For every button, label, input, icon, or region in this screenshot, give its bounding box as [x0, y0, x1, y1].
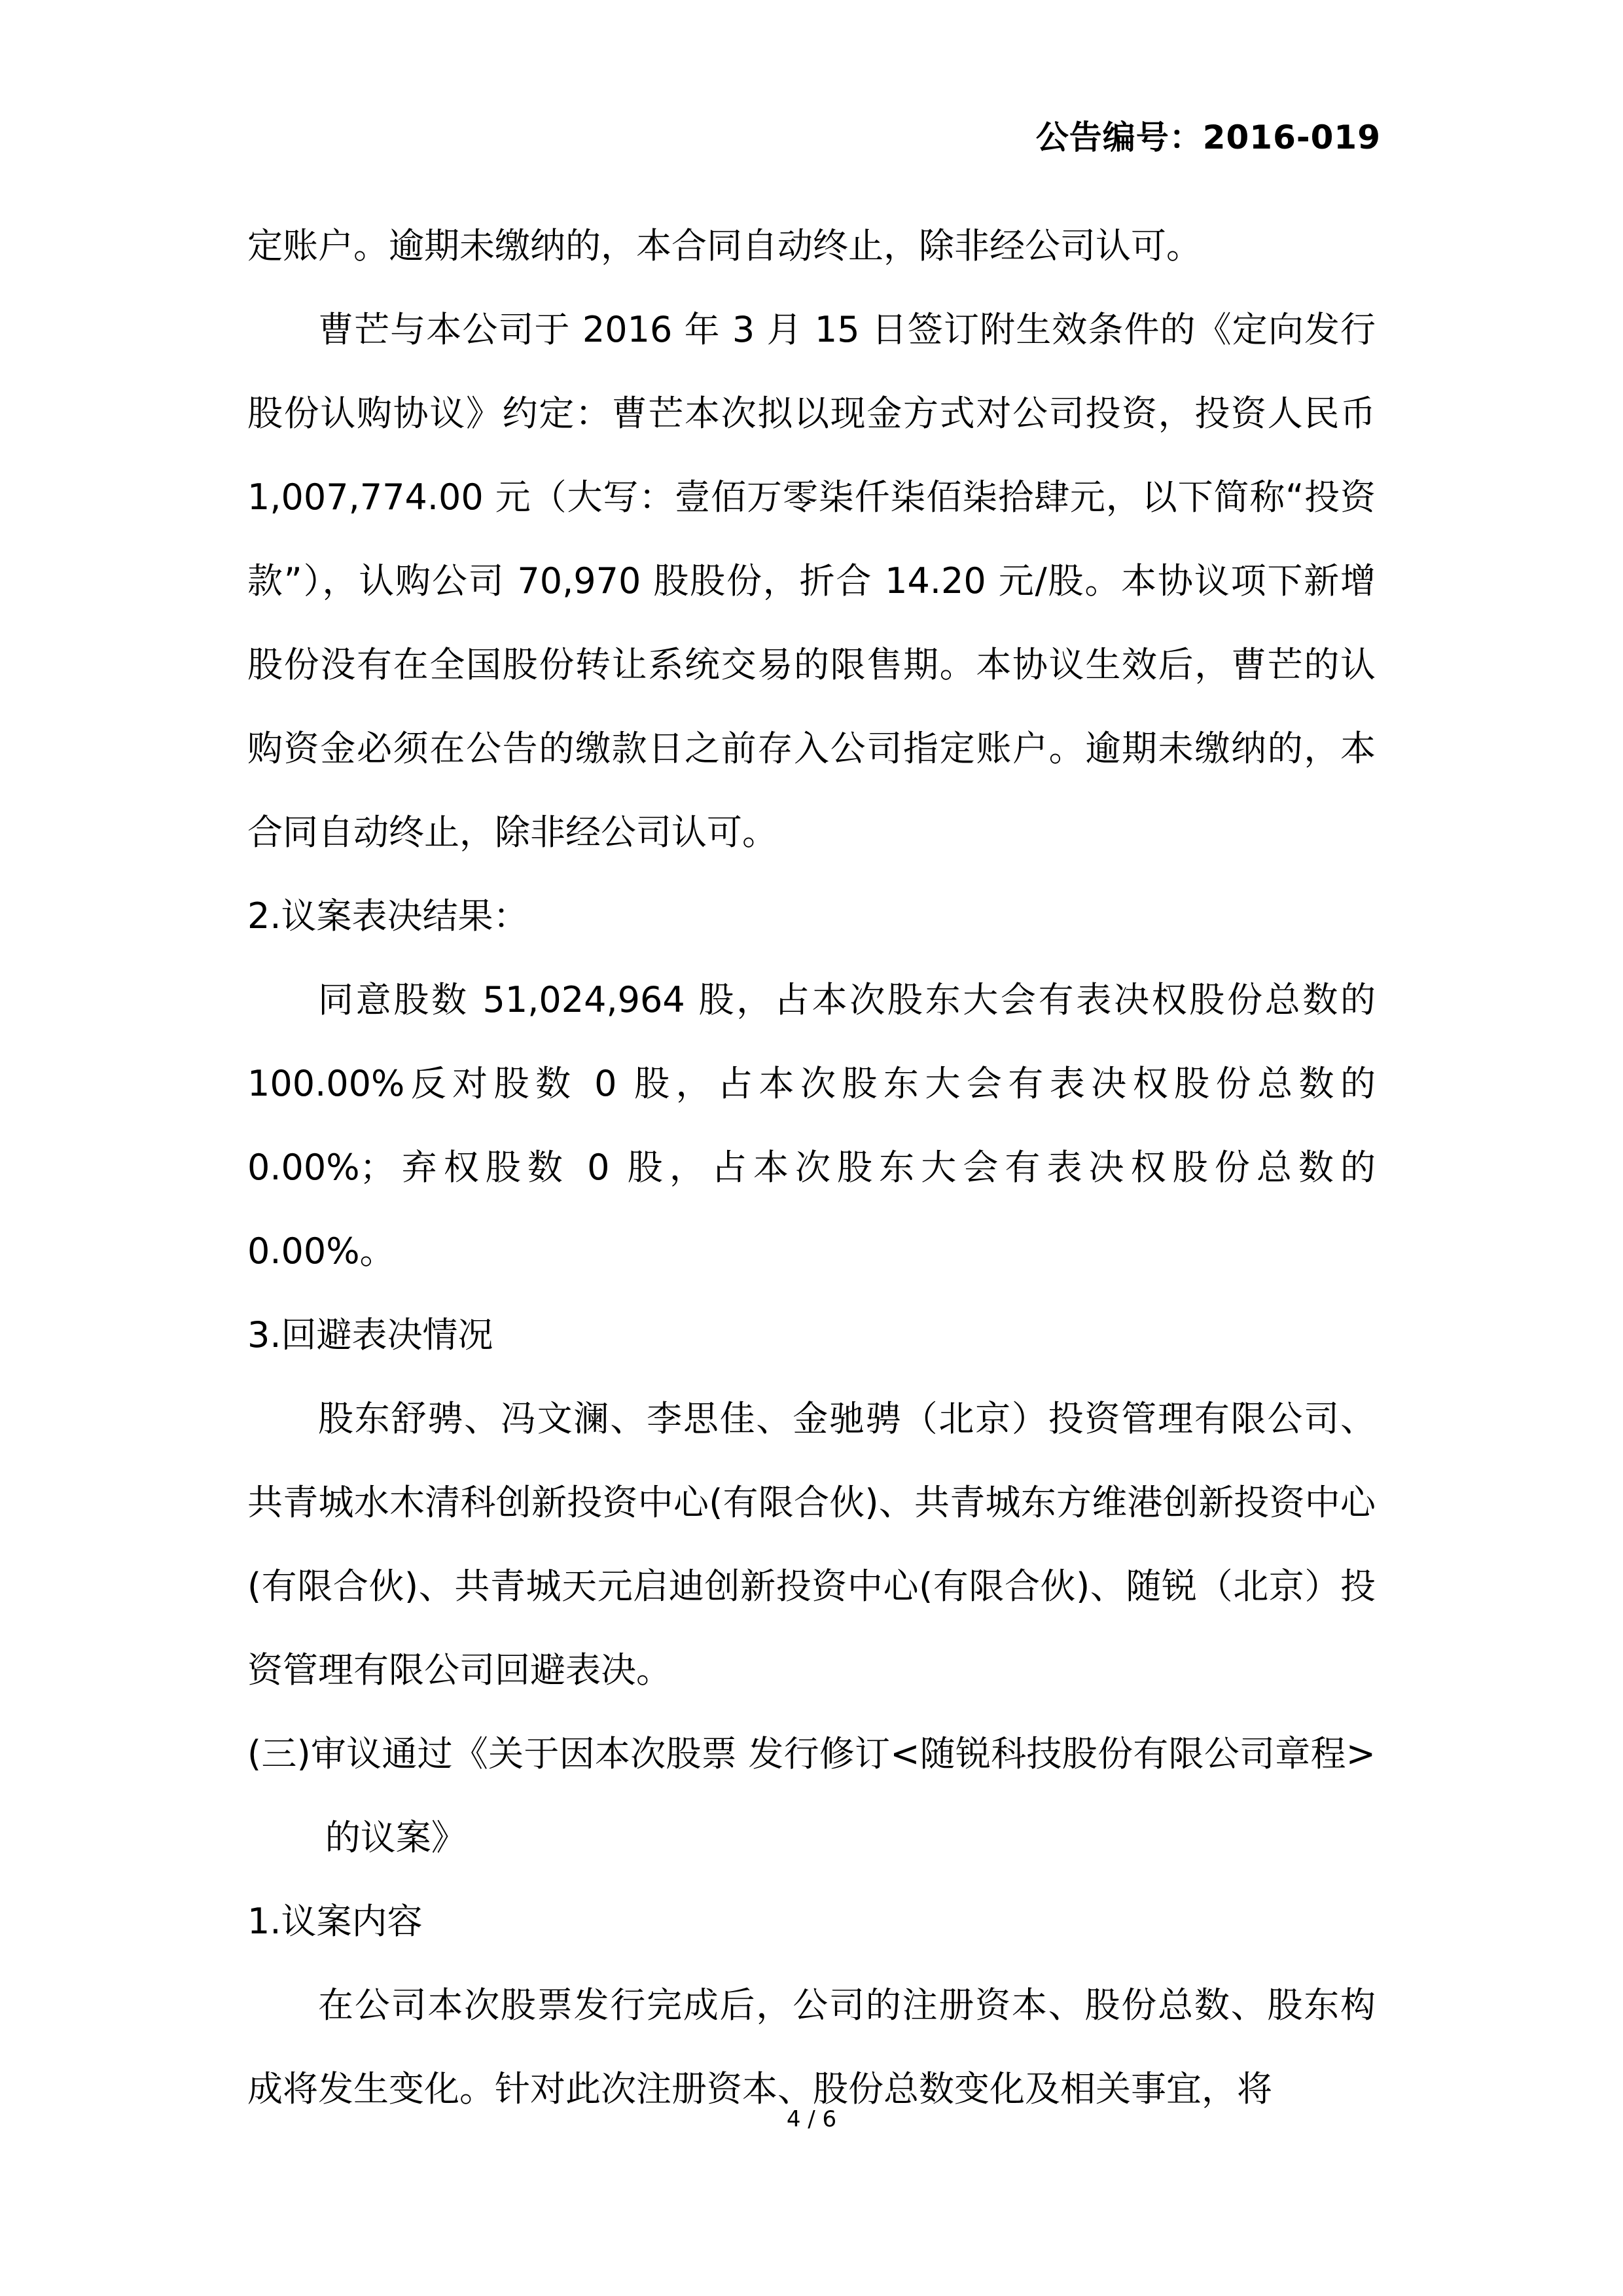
- subheading-proposal-content: 1.议案内容: [247, 1901, 423, 1942]
- document-body: [247, 204, 1376, 2131]
- subheading-recusal: 3.回避表决情况: [247, 1314, 493, 1355]
- paragraph-proposal-content: 在公司本次股票发行完成后，公司的注册资本、股份总数、股东构成将发生变化。针对此次注册资本、股份总数变化及相关事宜，将: [247, 1984, 1376, 2109]
- subheading-voting-result: 2.议案表决结果：: [247, 895, 529, 937]
- announcement-number: 公告编号：2016-019: [1035, 118, 1381, 156]
- paragraph-continuation: 定账户。逾期未缴纳的，本合同自动终止，除非经公司认可。: [247, 225, 1202, 266]
- paragraph-subscription-agreement: 曹芒与本公司于 2016 年 3 月 15 日签订附生效条件的《定向发行股份认购协议》约定：曹芒本次拟以现金方式对公司投资，投资人民币 1,007,774.00 元（大写：壹佰万零柒仟柒佰柒拾肆元，以下简称“投资款”），认购公司 70,970 股股份，折合 14.20 元/股。本协议项下新增股份没有在全国股份转让系统交易的限售期。本协议生效后，曹芒的认购资金必须在公告的缴款日之前存入公司指定账户。逾期未缴纳的，本合同自动终止，除非经公司认可。: [247, 309, 1376, 853]
- paragraph-voting-result: 同意股数 51,024,964 股，占本次股东大会有表决权股份总数的 100.00%反对股数 0 股，占本次股东大会有表决权股份总数的 0.00%；弃权股数 0 股，占本次股东大会有表决权股份总数的 0.00%。: [247, 979, 1376, 1272]
- section-heading-three: (三)审议通过《关于因本次股票 发行修订<随锐科技股份有限公司章程>的议案》: [247, 1733, 1376, 1858]
- page-number: 4 / 6: [786, 2106, 837, 2132]
- paragraph-recusal: 股东舒骋、冯文澜、李思佳、金驰骋（北京）投资管理有限公司、共青城水木清科创新投资中心(有限合伙)、共青城东方维港创新投资中心(有限合伙)、共青城天元启迪创新投资中心(有限合伙)、随锐（北京）投资管理有限公司回避表决。: [247, 1398, 1376, 1691]
